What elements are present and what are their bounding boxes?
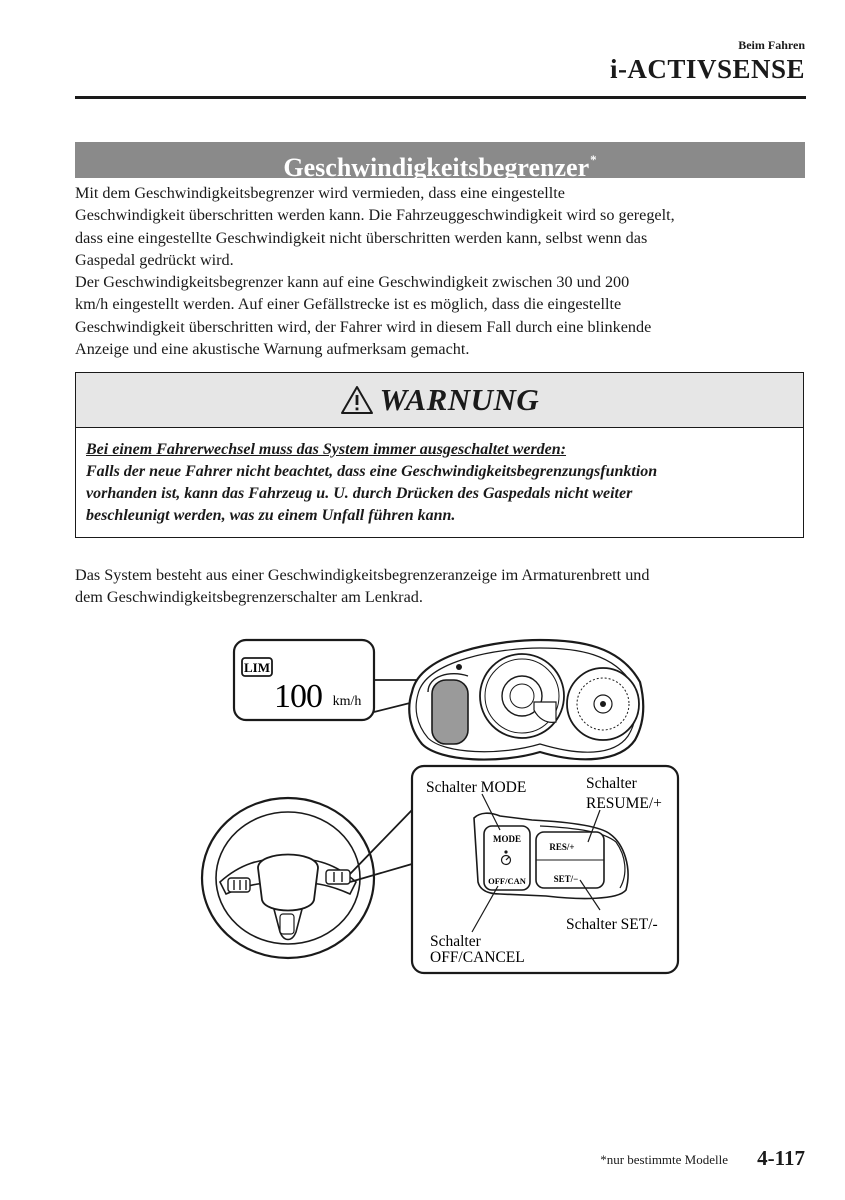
warning-triangle-icon: [340, 385, 374, 415]
callout-resume-line2: RESUME/+: [586, 795, 662, 812]
speed-limiter-figure: [200, 632, 682, 977]
res-button-label: RES/+: [549, 842, 575, 852]
speed-readout: 100: [274, 678, 322, 715]
text-line: Das System besteht aus einer Geschwindigkeitsbegrenzeranzeige im Armaturenbrett und: [75, 566, 650, 584]
intro-paragraph-1: [75, 182, 810, 271]
mode-button-label: MODE: [493, 834, 521, 844]
text-line: Gaspedal gedrückt wird.: [75, 250, 234, 269]
text-line: Geschwindigkeit überschritten werden kann. Die Fahrzeuggeschwindigkeit wird so geregelt,: [75, 206, 675, 225]
warning-body: [86, 439, 795, 527]
warning-line: Falls der neue Fahrer nicht beachtet, dass eine Geschwindigkeitsbegrenzungsfunktion: [86, 463, 658, 480]
speed-unit: km/h: [332, 694, 362, 709]
text-line: km/h eingestellt werden. Auf einer Gefällstrecke ist es möglich, dass die eingestellte: [75, 295, 622, 314]
intro-paragraph-2: [75, 271, 810, 360]
offcan-button-label: OFF/CAN: [488, 876, 526, 886]
text-line: dass eine eingestellte Geschwindigkeit nicht überschritten werden kann, selbst wenn das: [75, 228, 648, 247]
text-line: Mit dem Geschwindigkeitsbegrenzer wird vermieden, dass eine eingestellte: [75, 184, 565, 202]
instrument-cluster: [409, 640, 643, 760]
section-title: Geschwindigkeitsbegrenzer: [283, 153, 590, 182]
text-line: dem Geschwindigkeitsbegrenzerschalter am Lenkrad.: [75, 588, 423, 607]
warning-lead: Bei einem Fahrerwechsel muss das System immer ausgeschaltet werden:: [86, 441, 567, 458]
switch-detail-box: [412, 766, 678, 973]
text-line: Der Geschwindigkeitsbegrenzer kann auf eine Geschwindigkeit zwischen 30 und 200: [75, 273, 630, 291]
callout-set: Schalter SET/-: [566, 916, 658, 933]
steering-wheel: [202, 798, 374, 958]
page-number: 4-117: [757, 1146, 805, 1170]
text-line: Geschwindigkeit überschritten wird, der Fahrer wird in diesem Fall durch eine blinkende: [75, 317, 652, 336]
warning-line: vorhanden ist, kann das Fahrzeug u. U. durch Drücken des Gaspedals nicht weiter: [86, 485, 633, 502]
warning-box: [75, 372, 804, 538]
model-footnote-marker: *: [590, 152, 597, 167]
section-label: Beim Fahren: [738, 38, 805, 52]
warning-header: [76, 373, 803, 428]
callout-resume-line1: Schalter: [586, 775, 637, 792]
callout-mode: Schalter MODE: [426, 779, 527, 796]
chapter-title: i-ACTIVSENSE: [609, 54, 805, 84]
system-paragraph: [75, 564, 810, 609]
speed-limiter-display: [234, 640, 374, 720]
set-button-label: SET/−: [553, 874, 579, 884]
footer-note: *nur bestimmte Modelle: [600, 1152, 728, 1167]
callout-off-line2: OFF/CANCEL: [430, 949, 525, 966]
text-line: Anzeige und eine akustische Warnung aufmerksam gemacht.: [75, 339, 470, 358]
callout-off-line1: Schalter: [430, 933, 481, 950]
lim-indicator: LIM: [244, 660, 270, 675]
warning-title: WARNUNG: [379, 382, 540, 417]
section-title-bar: [75, 142, 805, 182]
warning-line: beschleunigt werden, was zu einem Unfall führen kann.: [86, 507, 456, 524]
header-rule: [75, 96, 806, 99]
